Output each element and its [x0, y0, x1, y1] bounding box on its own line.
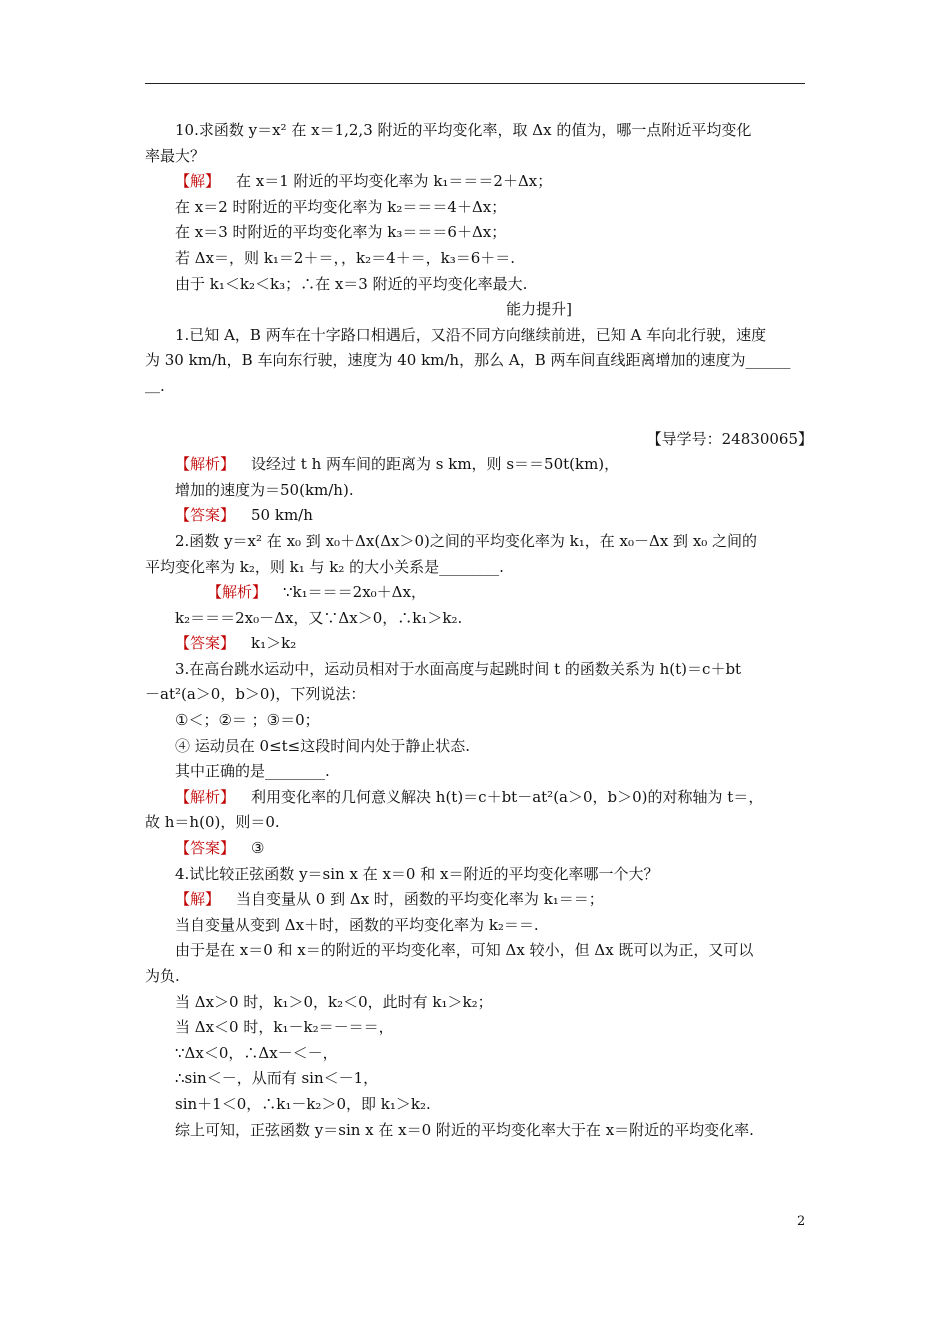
solution-4-line-3: 由于是在 x＝0 和 x＝的附近的平均变化率，可知 Δx 较小，但 Δx 既可以为正，又可以 [175, 941, 754, 960]
solution-10-line-5: 由于 k₁＜k₂＜k₃；∴在 x＝3 附近的平均变化率最大. [175, 274, 528, 293]
answer-text: ③ [251, 839, 265, 858]
solution-10-line-1 [145, 169, 813, 195]
problem-3-line-5: 其中正确的是________. [175, 762, 330, 781]
analysis-text: 利用变化率的几何意义解决 h(t)＝c＋bt－at²(a＞0，b＞0)的对称轴为 t＝， [251, 787, 764, 806]
analysis-1-line-1 [145, 452, 813, 478]
answer-text: 50 km/h [251, 506, 313, 525]
page-number: 2 [797, 1214, 806, 1229]
problem-1-line-3: ＿. [145, 376, 165, 395]
solution-10-line-3: 在 x＝3 时附近的平均变化率为 k₃＝＝＝6＋Δx； [175, 223, 507, 242]
solution-tag: 【解】 [175, 172, 221, 191]
analysis-text: 设经过 t h 两车间的距离为 s km，则 s＝＝50t(km)， [251, 455, 620, 474]
problem-2-line-1: 2.函数 y＝x² 在 x₀ 到 x₀＋Δx(Δx＞0)之间的平均变化率为 k₁，在 x₀－Δx 到 x₀ 之间的 [175, 531, 758, 550]
answer-text: k₁＞k₂ [251, 634, 297, 653]
analysis-2-line-1 [145, 580, 813, 606]
solution-tag: 【解】 [175, 890, 221, 909]
solution-4-line-4: 为负. [145, 967, 180, 985]
problem-3-options-1: ①＜；②＝ ；③＝0； [175, 711, 320, 730]
solution-10-line-2: 在 x＝2 时附近的平均变化率为 k₂＝＝＝4＋Δx； [175, 197, 507, 216]
answer-1 [145, 503, 813, 529]
solution-4-line-5: 当 Δx＞0 时，k₁＞0，k₂＜0，此时有 k₁＞k₂； [175, 992, 493, 1011]
solution-4-line-6: 当 Δx＜0 时，k₁－k₂＝－＝＝， [175, 1018, 394, 1037]
guide-number: 【导学号：24830065】 [646, 429, 813, 448]
analysis-tag: 【解析】 [175, 455, 236, 474]
analysis-text: ∵k₁＝＝＝2x₀＋Δx， [283, 583, 426, 602]
problem-10-line-2: 率最大？ [145, 146, 206, 165]
problem-4-line-1: 4.试比较正弦函数 y＝sin x 在 x＝0 和 x＝附近的平均变化率哪一个大？ [175, 864, 659, 883]
answer-2 [145, 631, 813, 657]
answer-tag: 【答案】 [175, 634, 236, 653]
analysis-3-line-1 [145, 785, 813, 811]
problem-1-line-1: 1.已知 A，B 两车在十字路口相遇后，又沿不同方向继续前进，已知 A 车向北行驶，速度 [175, 325, 767, 344]
problem-3-options-2: ④ 运动员在 0≤t≤这段时间内处于静止状态. [175, 736, 471, 755]
solution-4-line-9: sin＋1＜0，∴k₁－k₂＞0，即 k₁＞k₂. [175, 1094, 431, 1113]
solution-text: 当自变量从 0 到 Δx 时，函数的平均变化率为 k₁＝＝； [236, 890, 604, 909]
analysis-tag: 【解析】 [207, 583, 268, 602]
solution-4-line-8: ∴sin＜－，从而有 sin＜－1， [175, 1069, 379, 1088]
section-heading: 能力提升] [506, 300, 572, 319]
analysis-tag: 【解析】 [175, 787, 236, 806]
analysis-1-line-2: 增加的速度为＝50(km/h). [175, 480, 354, 499]
answer-3 [145, 836, 813, 862]
solution-10-line-4: 若 Δx＝，则 k₁＝2＋＝，，k₂＝4＋＝，k₃＝6＋＝. [175, 248, 516, 267]
answer-tag: 【答案】 [175, 839, 236, 858]
header-rule [145, 83, 805, 84]
solution-4-line-10: 综上可知，正弦函数 y＝sin x 在 x＝0 附近的平均变化率大于在 x＝附近的平均变化率. [175, 1120, 754, 1139]
problem-1-line-2: 为 30 km/h，B 车向东行驶，速度为 40 km/h，那么 A，B 两车间直线距离增加的速度为______ [145, 351, 791, 370]
problem-2-line-2: 平均变化率为 k₂，则 k₁ 与 k₂ 的大小关系是________. [145, 557, 504, 576]
answer-tag: 【答案】 [175, 506, 236, 525]
solution-4-line-2: 当自变量从变到 Δx＋时，函数的平均变化率为 k₂＝＝. [175, 915, 539, 934]
solution-4-line-1 [145, 887, 813, 913]
solution-4-line-7: ∵Δx＜0，∴Δx－＜－， [175, 1043, 338, 1062]
problem-10-line-1: 10.求函数 y＝x² 在 x＝1,2,3 附近的平均变化率，取 Δx 的值为，哪一点附近平均变化 [175, 121, 752, 139]
solution-text: 在 x＝1 附近的平均变化率为 k₁＝＝＝2＋Δx； [236, 172, 553, 191]
analysis-2-line-2: k₂＝＝＝2x₀－Δx，又∵Δx＞0，∴k₁＞k₂. [175, 608, 463, 627]
problem-3-line-1: 3.在高台跳水运动中，运动员相对于水面高度与起跳时间 t 的函数关系为 h(t)＝c＋bt [175, 659, 742, 678]
analysis-3-line-2: 故 h＝h(0)，则＝0. [145, 813, 280, 832]
page-content [145, 118, 813, 1143]
problem-3-line-2: －at²(a＞0，b＞0)，下列说法： [145, 685, 366, 704]
